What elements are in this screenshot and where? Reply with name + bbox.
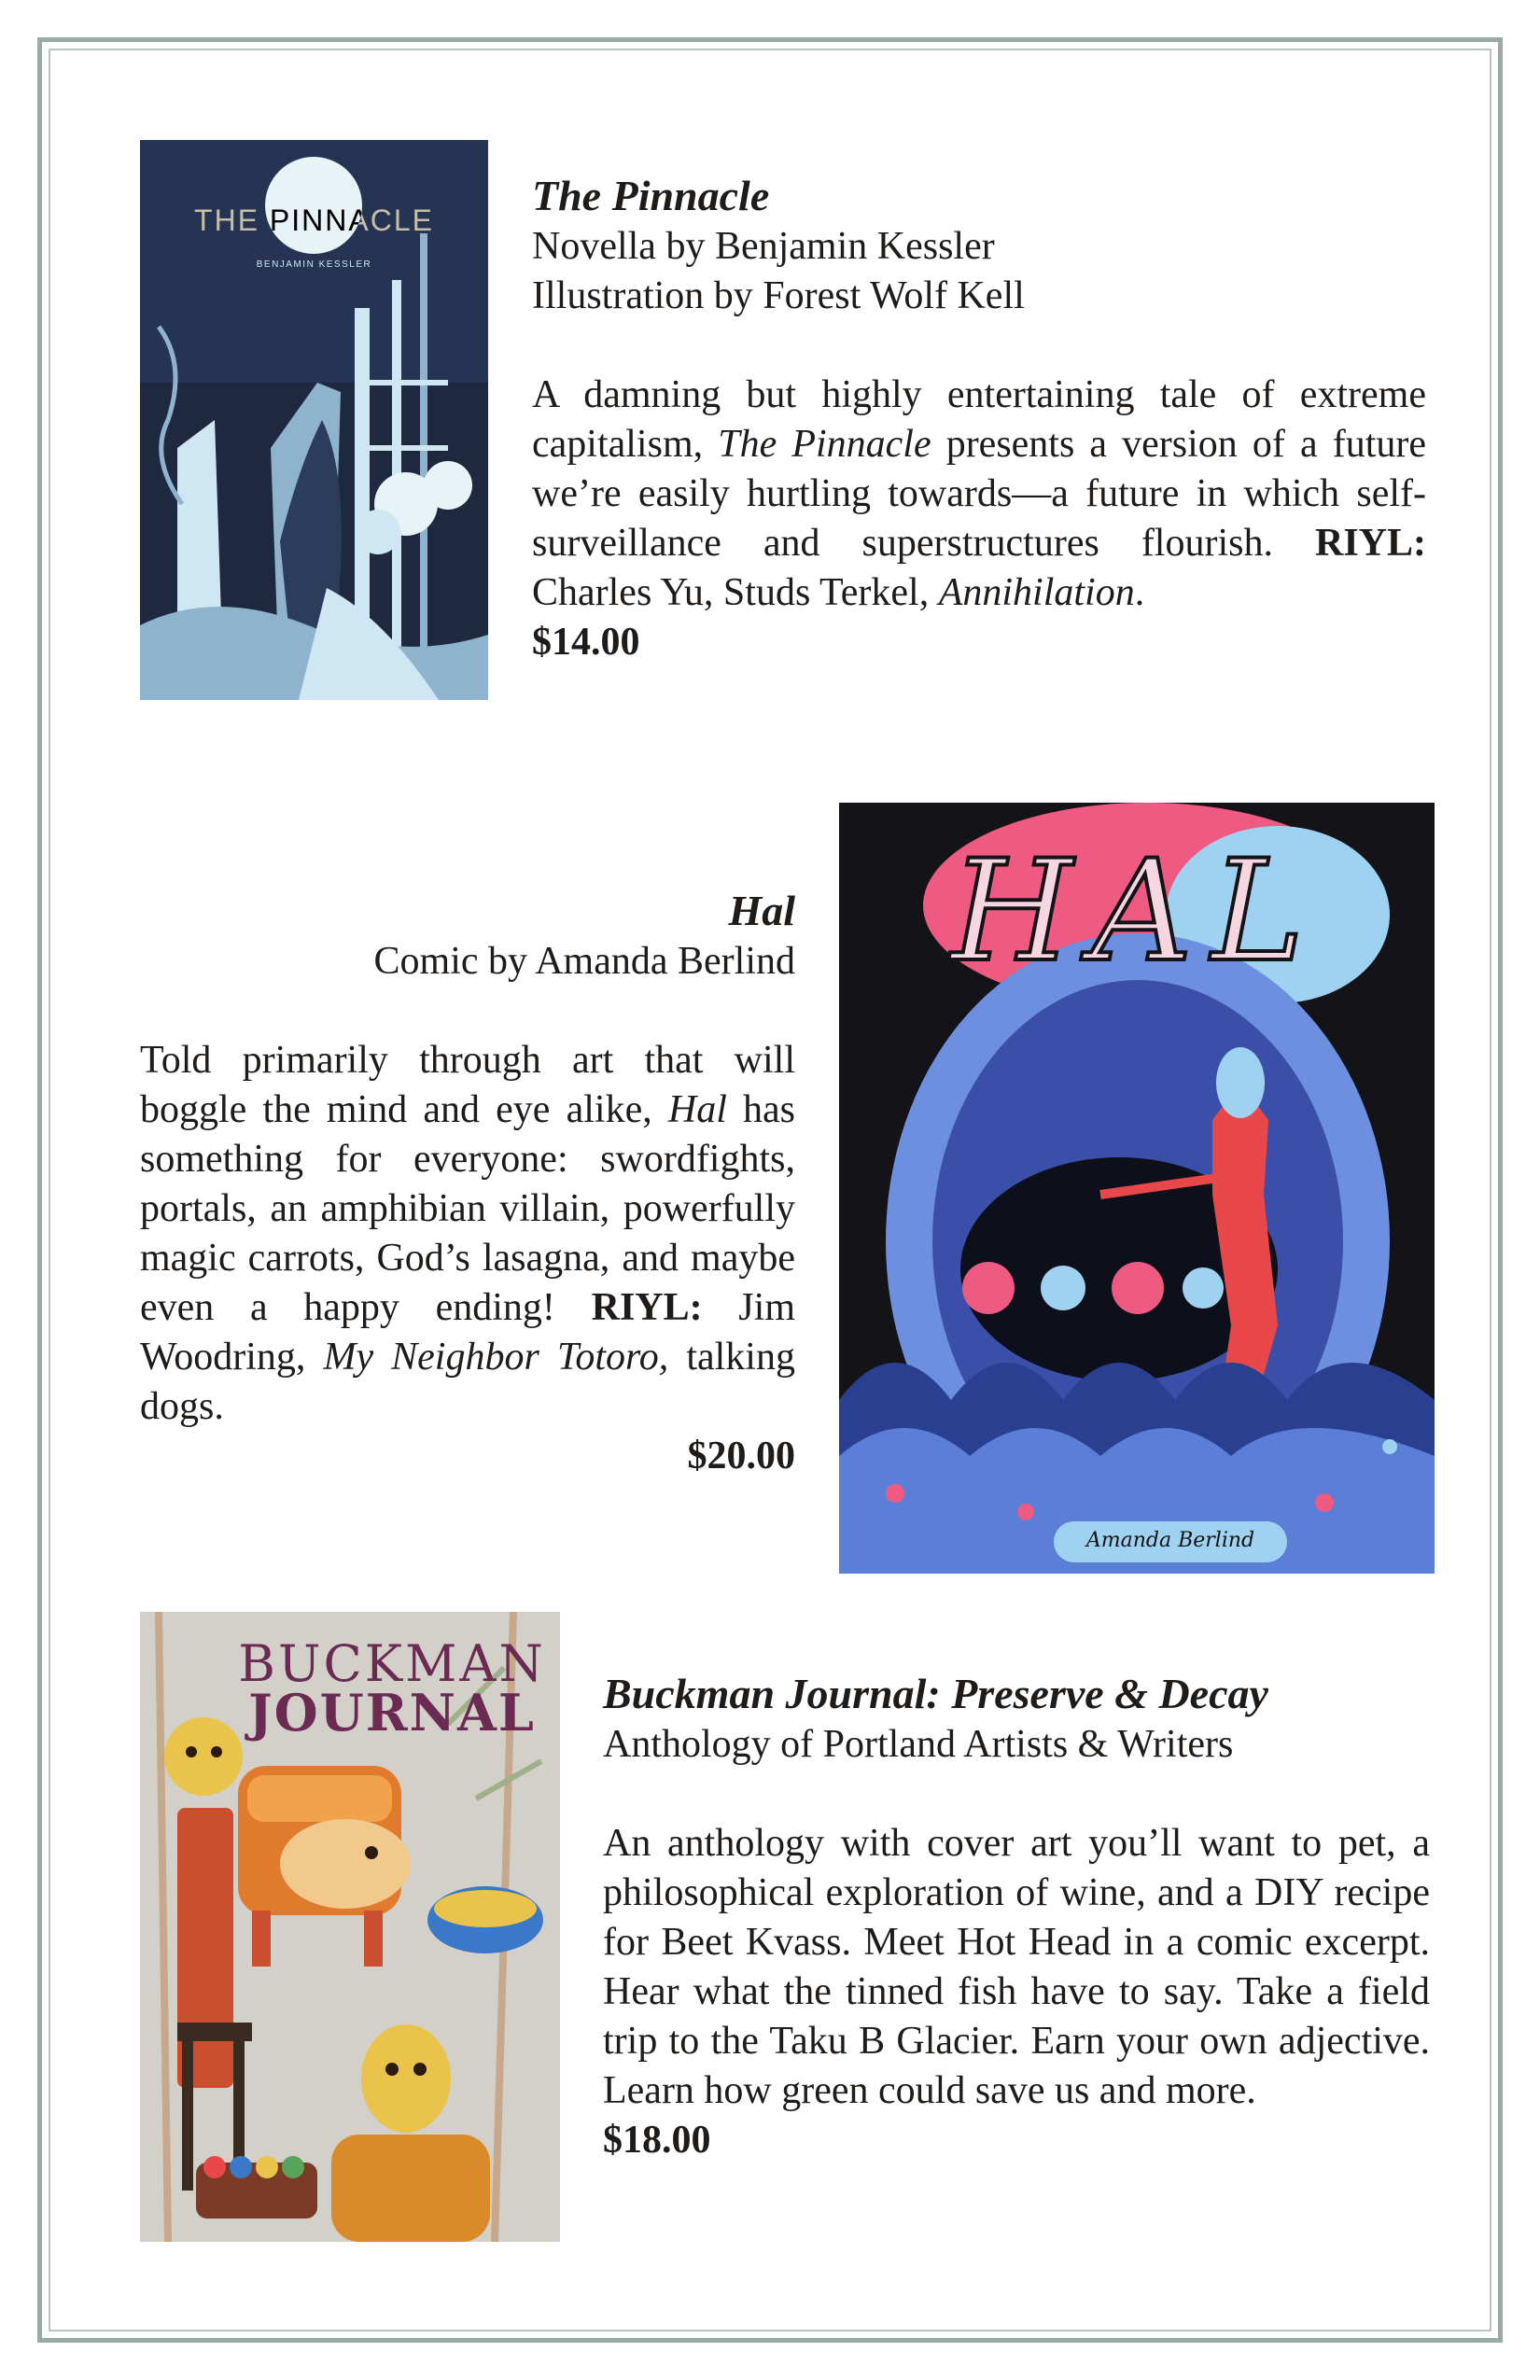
pinnacle-cover-image [140,140,488,700]
book-byline: Novella by Benjamin Kessler [532,225,995,268]
pinnacle-cover-author: BENJAMIN KESSLER [256,259,372,270]
pinnacle-cover-title: THE PINNACLE [194,203,434,237]
hal-cover-author: Amanda Berlind [1085,1529,1255,1552]
book-title: The Pinnacle [532,172,770,219]
hal-entry [140,885,795,1481]
book-price: $14.00 [532,621,640,664]
book-description: A damning but highly entertaining tale of extreme capitalism, The Pinnacle presents a version of a future we’re easily hurtling towards—a future in which self-surveillance and superstructures flourish. RIYL: Charles Yu, Studs Terkel, Annihilation. [532,373,1426,614]
buckman-cover-image [140,1612,560,2242]
book-price: $18.00 [603,2119,711,2162]
pinnacle-entry [532,170,1426,667]
book-title: Hal [728,887,795,934]
buckman-cover-title-line2: JOURNAL [248,1683,536,1743]
buckman-entry [603,1668,1430,2165]
book-illustration-credit: Illustration by Forest Wolf Kell [532,274,1025,317]
book-description: Told primarily through art that will boggle the mind and eye alike, Hal has something for everyone: swordfights, portals, an amphibian villain, powerfully magic carrots, God’s lasagna, and maybe even a happy ending! RIYL: Jim Woodring, My Neighbor Totoro, talking dogs. [140,1039,795,1428]
book-byline: Comic by Amanda Berlind [373,940,795,983]
book-title: Buckman Journal: Preserve & Decay [603,1670,1268,1717]
hal-cover-image [839,803,1435,1574]
book-byline: Anthology of Portland Artists & Writers [603,1723,1234,1766]
buckman-cover-title-line1: BUCKMAN [238,1634,546,1693]
book-price: $20.00 [687,1435,795,1477]
book-description: An anthology with cover art you’ll want to pet, a philosophical exploration of wine, and a DIY recipe for Beet Kvass. Meet Hot Head in a comic excerpt. Hear what the tinned fish have to say. Take a field trip to the Taku B Glacier. Earn your own adjective. Learn how green could save us and more. [603,1822,1430,2112]
hal-cover-title: HAL [950,831,1323,993]
